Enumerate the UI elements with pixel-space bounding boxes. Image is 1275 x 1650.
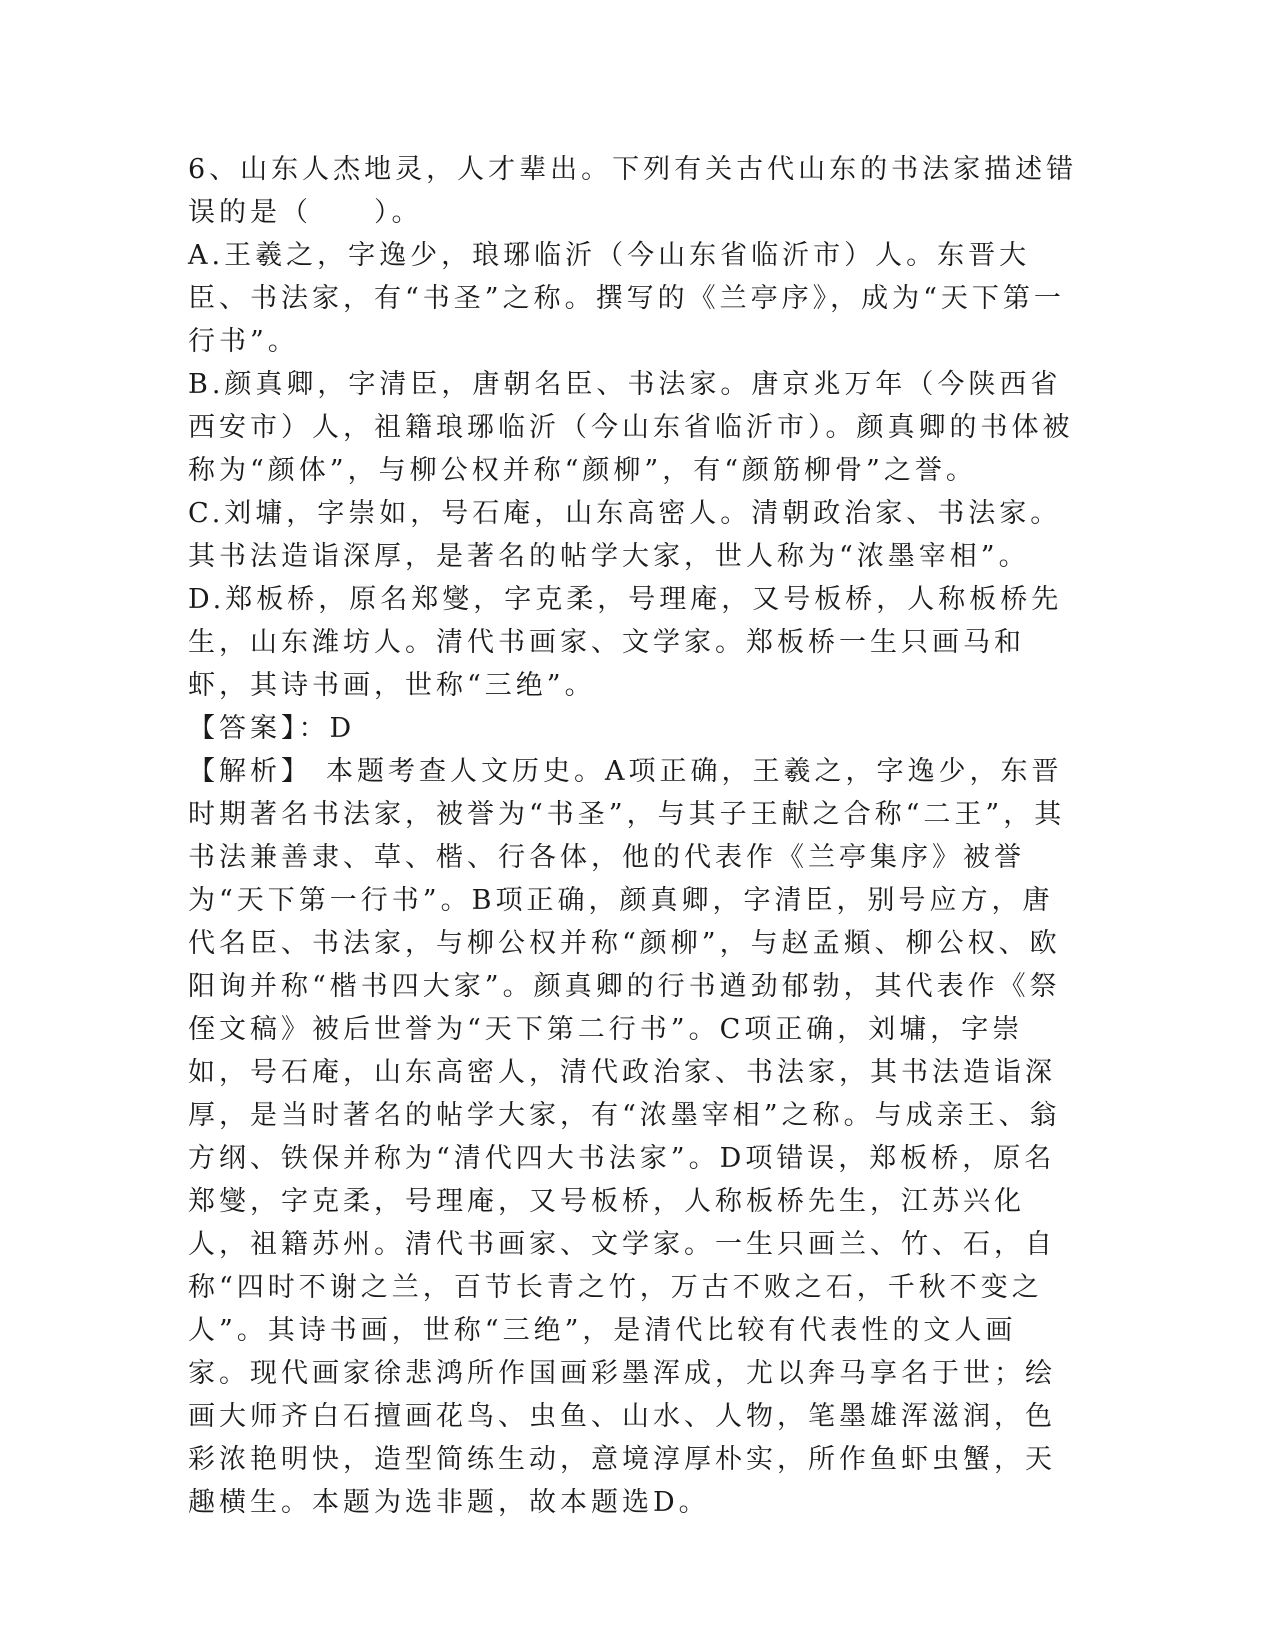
analysis-label: 【解析】 xyxy=(188,756,312,787)
question-content xyxy=(188,148,1078,1524)
question-stem: 6、山东人杰地灵，人才辈出。下列有关古代山东的书法家描述错误的是（ ）。 xyxy=(188,154,1078,228)
answer-line xyxy=(188,707,1078,750)
option-c: C.刘墉，字崇如，号石庵，山东高密人。清朝政治家、书法家。其书法造诣深厚，是著名的帖学大家，世人称为“浓墨宰相”。 xyxy=(188,498,1062,572)
answer-label: 【答案】： xyxy=(188,713,330,744)
option-d: D.郑板桥，原名郑燮，字克柔，号理庵，又号板桥，人称板桥先生，山东潍坊人。清代书画家、文学家。郑板桥一生只画马和虾，其诗书画，世称“三绝”。 xyxy=(188,584,1063,701)
option-a: A.王羲之，字逸少，琅琊临沂（今山东省临沂市）人。东晋大臣、书法家，有“书圣”之称。撰写的《兰亭序》，成为“天下第一行书”。 xyxy=(188,240,1065,357)
analysis-paragraph xyxy=(188,750,1078,1524)
answer-value: D xyxy=(329,713,356,744)
analysis-text: 本题考查人文历史。A项正确，王羲之，字逸少，东晋时期著名书法家，被誉为“书圣”，与其子王献之合称“二王”，其书法兼善隶、草、楷、行各体，他的代表作《兰亭集序》被誉为“天下第一行书”。B项正确，颜真卿，字清臣，别号应方，唐代名臣、书法家，与柳公权并称“颜柳”，与赵孟頫、柳公权、欧阳询并称“楷书四大家”。颜真卿的行书遒劲郁勃，其代表作《祭侄文稿》被后世誉为“天下第二行书”。C项正确，刘墉，字崇如，号石庵，山东高密人，清代政治家、书法家，其书法造诣深厚，是当时著名的帖学大家，有“浓墨宰相”之称。与成亲王、翁方纲、铁保并称为“清代四大书法家”。D项错误，郑板桥，原名郑燮，字克柔，号理庵，又号板桥，人称板桥先生，江苏兴化人，祖籍苏州。清代书画家、文学家。一生只画兰、竹、石，自称“四时不谢之兰，百节长青之竹，万古不败之石，千秋不变之人”。其诗书画，世称“三绝”，是清代比较有代表性的文人画家。现代画家徐悲鸿所作国画彩墨浑成，尤以奔马享名于世；绘画大师齐白石擅画花鸟、虫鱼、山水、人物，笔墨雄浑滋润，色彩浓艳明快，造型简练生动，意境淳厚朴实，所作鱼虾虫蟹，天趣横生。本题为选非题，故本题选D。 xyxy=(188,756,1066,1518)
option-b: B.颜真卿，字清臣，唐朝名臣、书法家。唐京兆万年（今陕西省西安市）人，祖籍琅琊临沂（今山东省临沂市）。颜真卿的书体被称为“颜体”，与柳公权并称“颜柳”，有“颜筋柳骨”之誉。 xyxy=(188,369,1074,486)
